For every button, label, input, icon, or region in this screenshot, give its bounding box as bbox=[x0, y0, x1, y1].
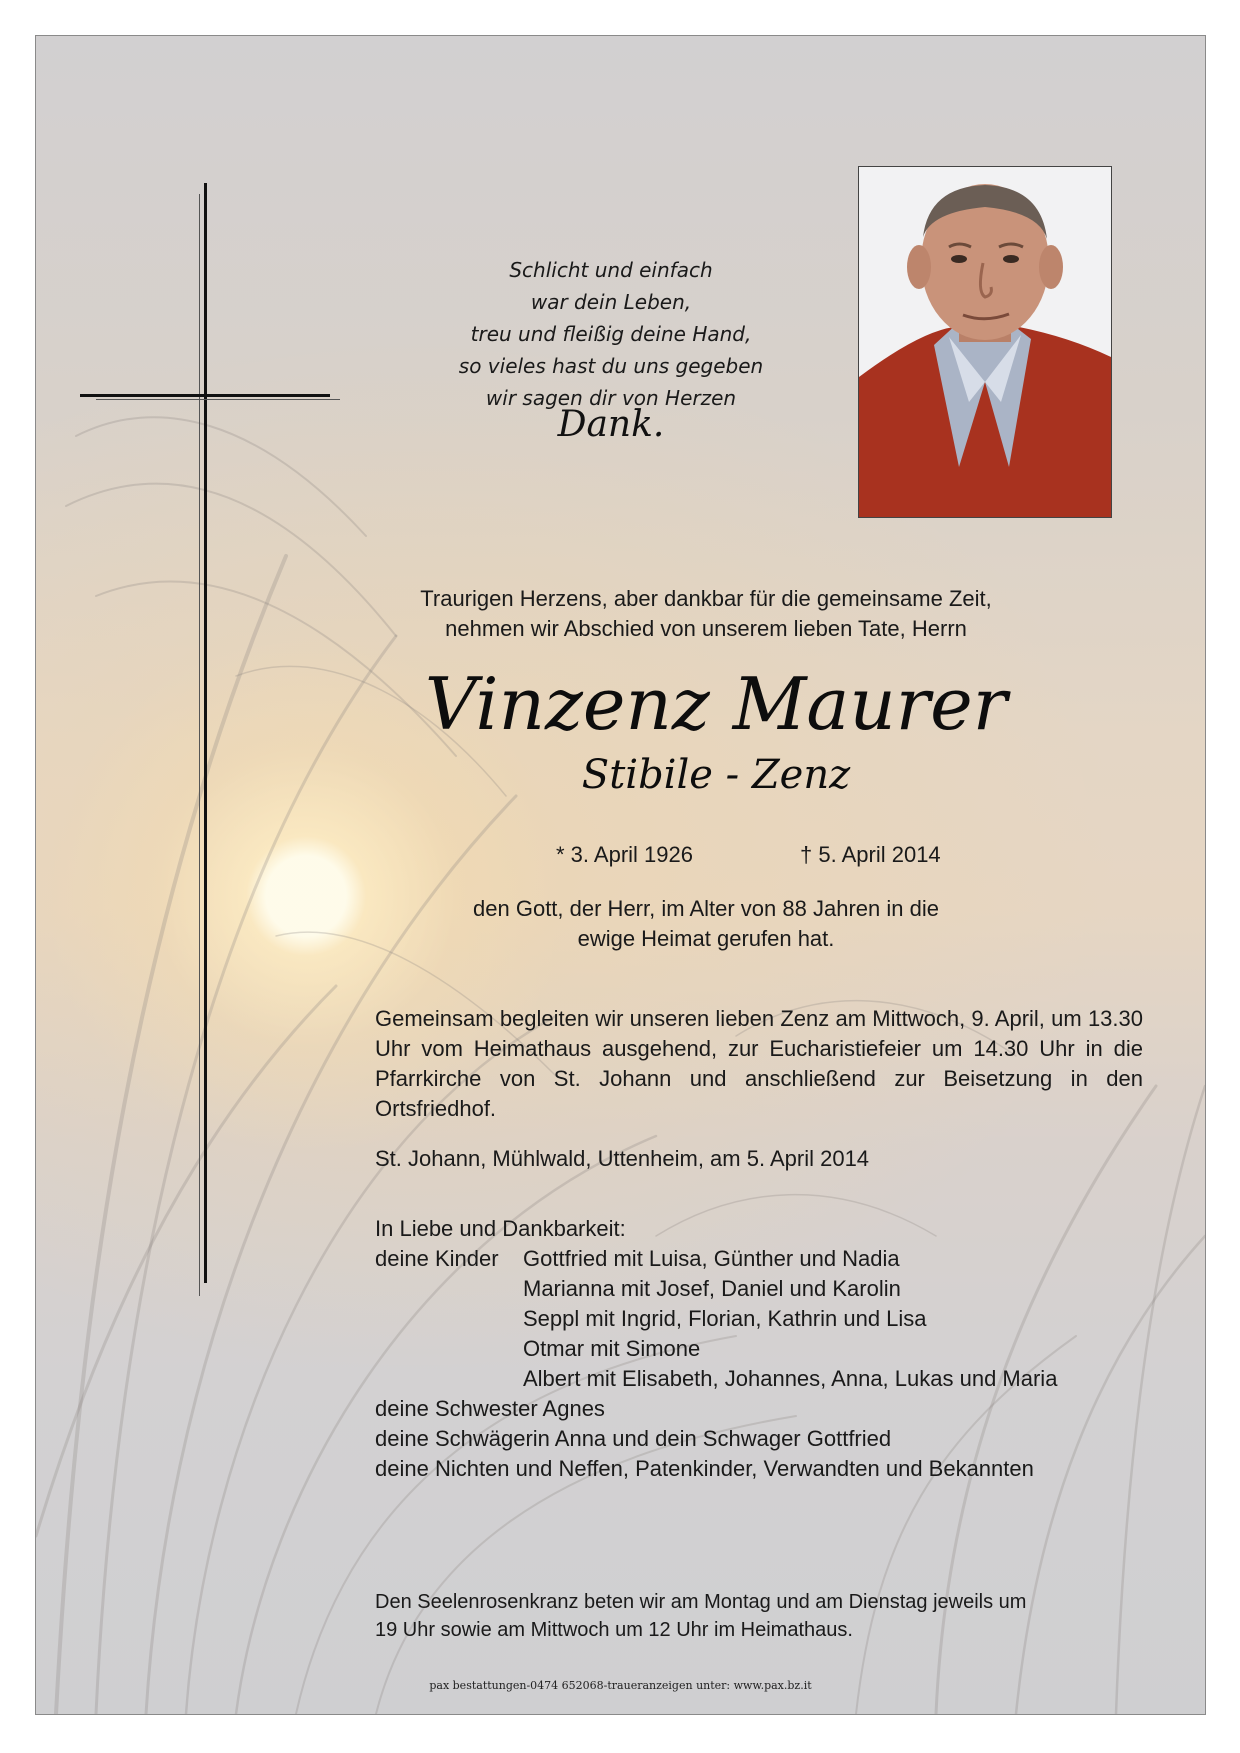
intro-line: Traurigen Herzens, aber dankbar für die gemeinsame Zeit, bbox=[420, 586, 992, 611]
relative-entry: deine Schwägerin Anna und dein Schwager Gottfried bbox=[375, 1426, 892, 1451]
child-entry: Seppl mit Ingrid, Florian, Kathrin und Lisa bbox=[523, 1306, 927, 1331]
place-and-date: St. Johann, Mühlwald, Uttenheim, am 5. April 2014 bbox=[375, 1146, 870, 1171]
deceased-portrait-photo bbox=[858, 166, 1112, 518]
rosary-line: 19 Uhr sowie am Mittwoch um 12 Uhr im Heimathaus. bbox=[375, 1619, 853, 1641]
cross-shadow-horizontal bbox=[96, 399, 340, 400]
funeral-announcement: Gemeinsam begleiten wir unseren lieben Zenz am Mittwoch, 9. April, um 13.30 Uhr vom Heimathaus ausgehend, zur Eucharistiefeier um 14.30 Uhr in die Pfarrkirche von St. Johann und anschließend zur Beisetzung in den Ortsfriedhof. bbox=[375, 1006, 1143, 1121]
rosary-notice bbox=[375, 1588, 1135, 1644]
cross-shadow-vertical bbox=[199, 194, 200, 1296]
family-list bbox=[375, 1214, 1165, 1484]
footer-credit: pax bestattungen-0474 652068-traueranzeigen unter: www.pax.bz.it bbox=[429, 1679, 812, 1692]
children-row bbox=[375, 1244, 1165, 1394]
relative-entry: deine Schwester Agnes bbox=[375, 1396, 605, 1421]
portrait-drawing bbox=[859, 167, 1111, 517]
children-label: deine Kinder bbox=[375, 1246, 499, 1271]
called-home-line: den Gott, der Herr, im Alter von 88 Jahren in die bbox=[473, 896, 939, 921]
poem-closing: Dank. bbox=[557, 404, 665, 445]
cross-horizontal-beam bbox=[80, 394, 330, 397]
child-entry: Otmar mit Simone bbox=[523, 1336, 701, 1361]
relative-entry: deine Nichten und Neffen, Patenkinder, Verwandten und Bekannten bbox=[375, 1456, 1034, 1481]
poem-line: Schlicht und einfach bbox=[509, 258, 713, 282]
children-names bbox=[523, 1244, 1057, 1394]
intro-text bbox=[376, 584, 1036, 644]
called-home-text bbox=[376, 894, 1036, 954]
deceased-nickname: Stibile - Zenz bbox=[581, 752, 851, 798]
deceased-name: Vinzenz Maurer bbox=[424, 662, 1008, 746]
obituary-card bbox=[35, 35, 1206, 1715]
poem-line: wir sagen dir von Herzen bbox=[485, 386, 737, 410]
poem-line: treu und fleißig deine Hand, bbox=[470, 322, 752, 346]
memorial-poem bbox=[396, 254, 826, 414]
cross-vertical-beam bbox=[204, 183, 207, 1283]
poem-line: so vieles hast du uns gegeben bbox=[458, 354, 764, 378]
child-entry: Albert mit Elisabeth, Johannes, Anna, Lukas und Maria bbox=[523, 1366, 1058, 1391]
called-home-line: ewige Heimat gerufen hat. bbox=[577, 926, 835, 951]
family-heading: In Liebe und Dankbarkeit: bbox=[375, 1216, 626, 1241]
birth-date: * 3. April 1926 bbox=[556, 842, 693, 867]
child-entry: Marianna mit Josef, Daniel und Karolin bbox=[523, 1276, 901, 1301]
rosary-line: Den Seelenrosenkranz beten wir am Montag und am Dienstag jeweils um bbox=[375, 1591, 1027, 1613]
poem-line: war dein Leben, bbox=[530, 290, 692, 314]
child-entry: Gottfried mit Luisa, Günther und Nadia bbox=[523, 1246, 900, 1271]
death-date: † 5. April 2014 bbox=[800, 842, 941, 867]
intro-line: nehmen wir Abschied von unserem lieben Tate, Herrn bbox=[445, 616, 967, 641]
